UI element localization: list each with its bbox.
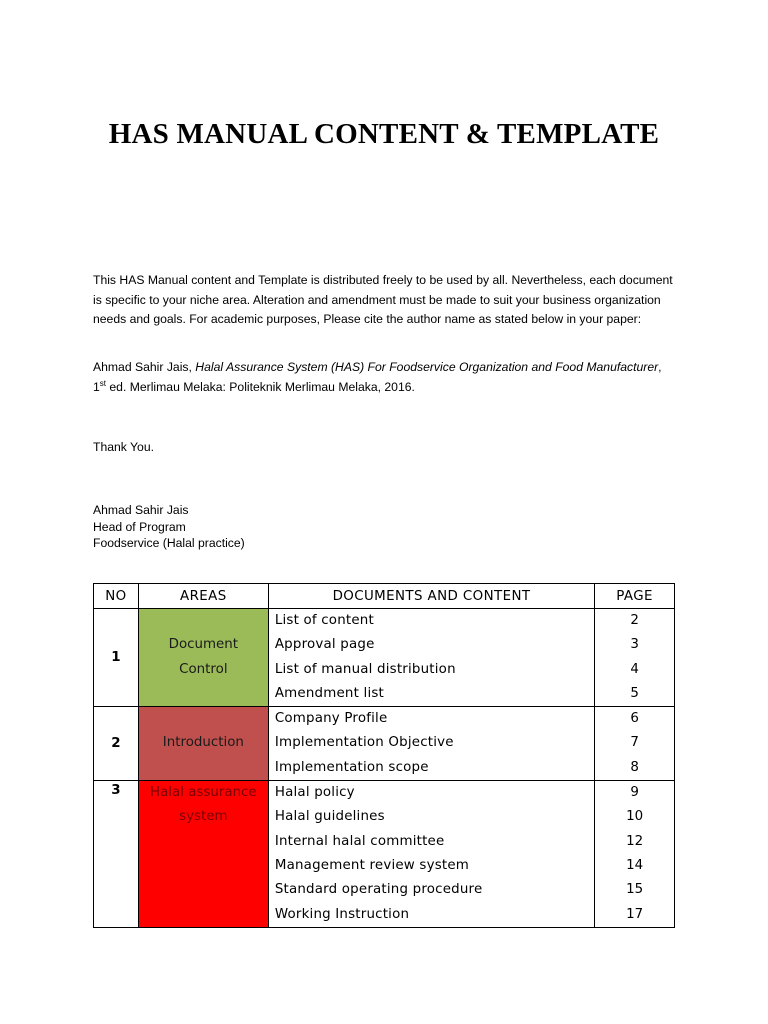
group-number: 2 bbox=[94, 707, 139, 781]
document-item: Company Profile bbox=[274, 711, 388, 727]
page-number: 15 bbox=[626, 882, 644, 898]
document-item: Management review system bbox=[274, 857, 470, 873]
signature-department: Foodservice (Halal practice) bbox=[93, 536, 245, 550]
document-item: Amendment list bbox=[274, 685, 384, 701]
thanks-text: Thank You. bbox=[93, 440, 154, 454]
page-number: 5 bbox=[630, 685, 639, 701]
page-number: 3 bbox=[630, 637, 639, 653]
document-item: Approval page bbox=[274, 637, 375, 653]
group-number: 3 bbox=[94, 781, 139, 928]
document-item: List of manual distribution bbox=[274, 661, 456, 677]
intro-paragraph bbox=[93, 271, 673, 330]
page-number: 8 bbox=[630, 759, 639, 775]
header-no: NO bbox=[94, 584, 139, 609]
citation-edition-sup: st bbox=[99, 378, 107, 388]
page-number: 6 bbox=[630, 711, 639, 727]
citation-publisher: ed. Merlimau Melaka: Politeknik Merlimau Melaka, 2016. bbox=[106, 379, 415, 394]
signature-position: Head of Program bbox=[93, 519, 186, 534]
citation-edition: , 1 bbox=[93, 360, 662, 394]
page-number: 9 bbox=[630, 785, 639, 801]
document-item: Standard operating procedure bbox=[274, 882, 483, 898]
page-number: 12 bbox=[626, 833, 644, 849]
table-row-group-1 bbox=[94, 609, 675, 707]
documents-cell bbox=[268, 781, 594, 928]
citation-title: Halal Assurance System (HAS) For Foodservice Organization and Food Manufacturer bbox=[195, 360, 659, 374]
documents-cell bbox=[268, 707, 594, 781]
content-table bbox=[93, 583, 675, 928]
document-item: Implementation Objective bbox=[274, 735, 454, 751]
page-number: 7 bbox=[630, 735, 639, 751]
header-areas: AREAS bbox=[138, 584, 268, 609]
signature-name: Ahmad Sahir Jais bbox=[93, 503, 189, 517]
table-row-group-3 bbox=[94, 781, 675, 928]
table-row-group-2 bbox=[94, 707, 675, 781]
page-number: 17 bbox=[626, 906, 644, 922]
page-number: 2 bbox=[630, 613, 639, 628]
area-cell-halal-assurance bbox=[138, 781, 268, 928]
document-item: Halal guidelines bbox=[274, 809, 385, 825]
page-number: 14 bbox=[626, 857, 644, 873]
header-page: PAGE bbox=[595, 584, 675, 609]
intro-text: This HAS Manual content and Template is distributed freely to be used by all. Nevertheless, each document is specific to your niche area. Alteration and amendment must be made to suit your business organization needs and goals. For academic purposes, Please cite the author name as stated below in your paper: bbox=[93, 273, 673, 326]
pages-cell bbox=[595, 707, 675, 781]
pages-cell bbox=[595, 781, 675, 928]
page-number: 10 bbox=[626, 809, 644, 825]
citation bbox=[93, 358, 673, 397]
table-header-row bbox=[94, 584, 675, 609]
citation-author: Ahmad Sahir Jais, bbox=[93, 360, 196, 374]
document-item: Implementation scope bbox=[274, 759, 429, 775]
page-title: HAS MANUAL CONTENT & TEMPLATE bbox=[108, 118, 660, 150]
area-cell-document-control bbox=[138, 609, 268, 707]
area-cell-introduction: Introduction bbox=[138, 707, 268, 781]
document-item: Working Instruction bbox=[274, 906, 410, 922]
pages-cell bbox=[595, 609, 675, 707]
header-documents: DOCUMENTS AND CONTENT bbox=[268, 584, 594, 609]
document-item: Halal policy bbox=[274, 785, 355, 801]
signature-block bbox=[93, 502, 245, 552]
page-number: 4 bbox=[630, 661, 639, 677]
documents-cell bbox=[268, 609, 594, 707]
area-label: Document Control bbox=[168, 637, 239, 677]
document-item: Internal halal committee bbox=[274, 833, 445, 849]
group-number: 1 bbox=[94, 609, 139, 707]
area-label: Halal assurance system bbox=[150, 785, 257, 825]
document-item: List of content bbox=[274, 613, 374, 628]
